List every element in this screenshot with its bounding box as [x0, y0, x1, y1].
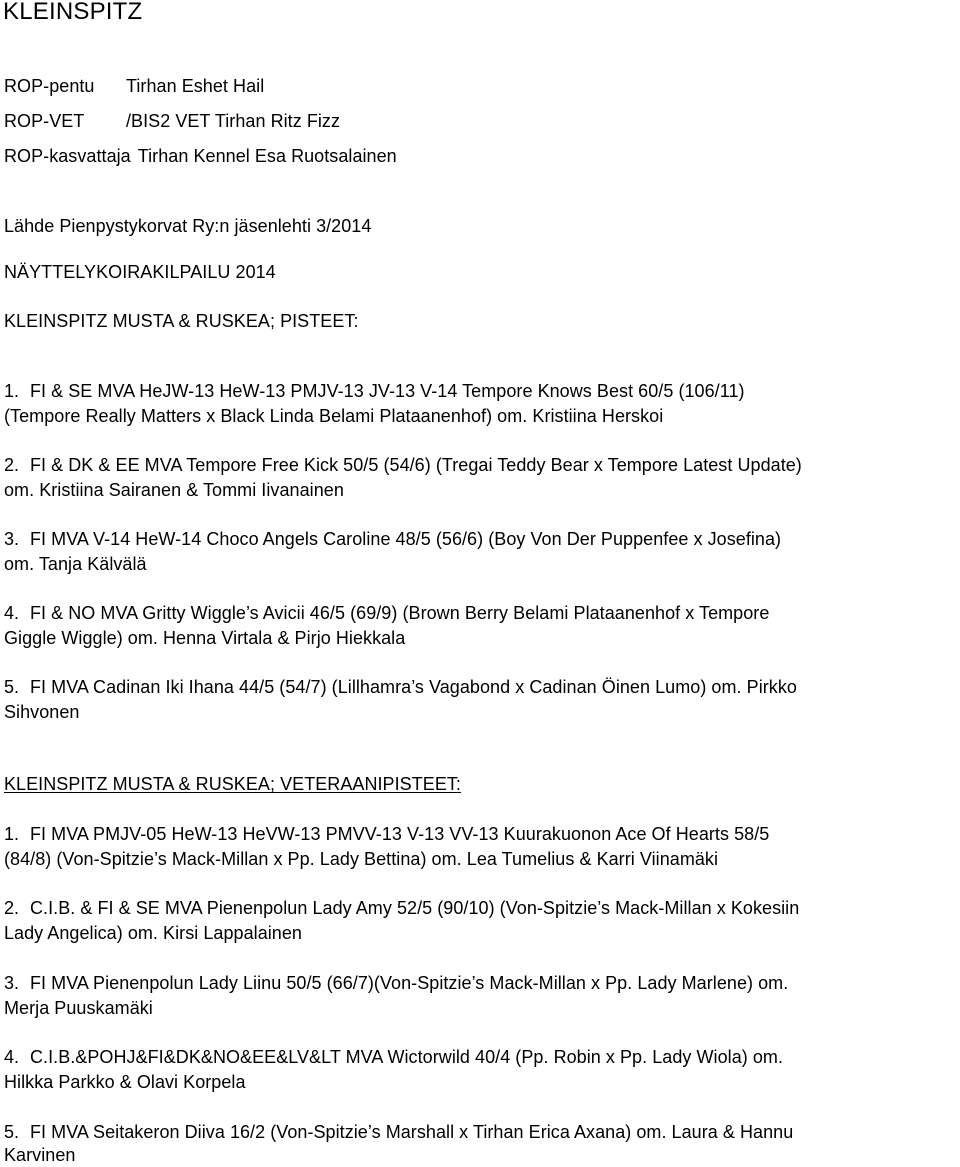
rop-value: /BIS2 VET Tirhan Ritz Fizz — [126, 111, 341, 131]
list-item-continuation: Sihvonen — [4, 702, 80, 722]
list-item-number: 5. — [4, 1122, 20, 1142]
list-item-number: 2. — [4, 455, 20, 475]
list-item — [4, 379, 745, 403]
list-item-number: 3. — [4, 529, 20, 549]
list-item-text: C.I.B.&POHJ&FI&DK&NO&EE&LV&LT MVA Wictorwild 40/4 (Pp. Robin x Pp. Lady Wiola) om. — [30, 1047, 784, 1067]
list-item-continuation: Karvinen — [4, 1145, 76, 1165]
list-item-continuation: (84/8) (Von-Spitzie’s Mack-Millan x Pp. Lady Bettina) om. Lea Tumelius & Karri Viinamäki — [4, 849, 719, 869]
list-item-number: 2. — [4, 898, 20, 918]
list-item — [4, 1045, 783, 1069]
list-item-text: FI MVA Seitakeron Diiva 16/2 (Von-Spitzie’s Marshall x Tirhan Erica Axana) om. Laura & Hannu — [30, 1122, 794, 1142]
list-item-text: C.I.B. & FI & SE MVA Pienenpolun Lady Amy 52/5 (90/10) (Von-Spitzie’s Mack-Millan x Kokesiin — [30, 898, 800, 918]
list-item — [4, 601, 769, 625]
list-item-text: FI & SE MVA HeJW-13 HeW-13 PMJV-13 JV-13 V-14 Tempore Knows Best 60/5 (106/11) — [30, 381, 745, 401]
rop-label: ROP-VET — [4, 111, 85, 131]
rop-value: Tirhan Kennel Esa Ruotsalainen — [137, 146, 397, 166]
list-item-continuation: om. Tanja Kälvälä — [4, 554, 147, 574]
list-item-text: FI & NO MVA Gritty Wiggle’s Avicii 46/5 (69/9) (Brown Berry Belami Plataanenhof x Tempore — [30, 603, 770, 623]
list-item-text: FI MVA PMJV-05 HeW-13 HeVW-13 PMVV-13 V-13 VV-13 Kuurakuonon Ace Of Hearts 58/5 — [30, 824, 770, 844]
list-item — [4, 822, 769, 846]
list-item-continuation: Hilkka Parkko & Olavi Korpela — [4, 1072, 246, 1092]
list-item — [4, 675, 797, 699]
list-item-text: FI & DK & EE MVA Tempore Free Kick 50/5 (54/6) (Tregai Teddy Bear x Tempore Latest Update) — [30, 455, 802, 475]
list-item-number: 3. — [4, 973, 20, 993]
veteran-heading: KLEINSPITZ MUSTA & RUSKEA; VETERAANIPISTEET: — [4, 774, 461, 794]
list-item-text: FI MVA Cadinan Iki Ihana 44/5 (54/7) (Lillhamra’s Vagabond x Cadinan Öinen Lumo) om. Pirkko — [30, 677, 797, 697]
list-item-number: 4. — [4, 603, 20, 623]
list-item-number: 1. — [4, 381, 20, 401]
rop-pentu-row — [4, 74, 264, 98]
list-item-text: FI MVA Pienenpolun Lady Liinu 50/5 (66/7)(Von-Spitzie’s Mack-Millan x Pp. Lady Marlene) om. — [30, 973, 789, 993]
list-item-continuation: Merja Puuskamäki — [4, 998, 153, 1018]
list-item-continuation: (Tempore Really Matters x Black Linda Belami Plataanenhof) om. Kristiina Herskoi — [4, 406, 664, 426]
list-item-number: 5. — [4, 677, 20, 697]
rop-kasvattaja-row — [4, 144, 397, 168]
competition-heading: NÄYTTELYKOIRAKILPAILU 2014 — [4, 262, 276, 282]
points-heading: KLEINSPITZ MUSTA & RUSKEA; PISTEET: — [4, 311, 359, 331]
rop-label: ROP-pentu — [4, 76, 95, 96]
list-item-continuation: om. Kristiina Sairanen & Tommi Iivanainen — [4, 480, 344, 500]
rop-vet-row — [4, 109, 340, 133]
list-item — [4, 453, 802, 477]
page-title: KLEINSPITZ — [3, 0, 143, 25]
list-item-continuation: Giggle Wiggle) om. Henna Virtala & Pirjo Hiekkala — [4, 628, 406, 648]
list-item — [4, 896, 799, 920]
rop-value: Tirhan Eshet Hail — [126, 76, 265, 96]
list-item — [4, 1120, 793, 1144]
list-item-continuation: Lady Angelica) om. Kirsi Lappalainen — [4, 923, 302, 943]
list-item-text: FI MVA V-14 HeW-14 Choco Angels Caroline 48/5 (56/6) (Boy Von Der Puppenfee x Josefina) — [30, 529, 782, 549]
list-item — [4, 527, 781, 551]
source-line: Lähde Pienpystykorvat Ry:n jäsenlehti 3/2014 — [4, 216, 372, 236]
list-item — [4, 971, 788, 995]
rop-label: ROP-kasvattaja — [4, 146, 131, 166]
list-item-number: 4. — [4, 1047, 20, 1067]
list-item-number: 1. — [4, 824, 20, 844]
